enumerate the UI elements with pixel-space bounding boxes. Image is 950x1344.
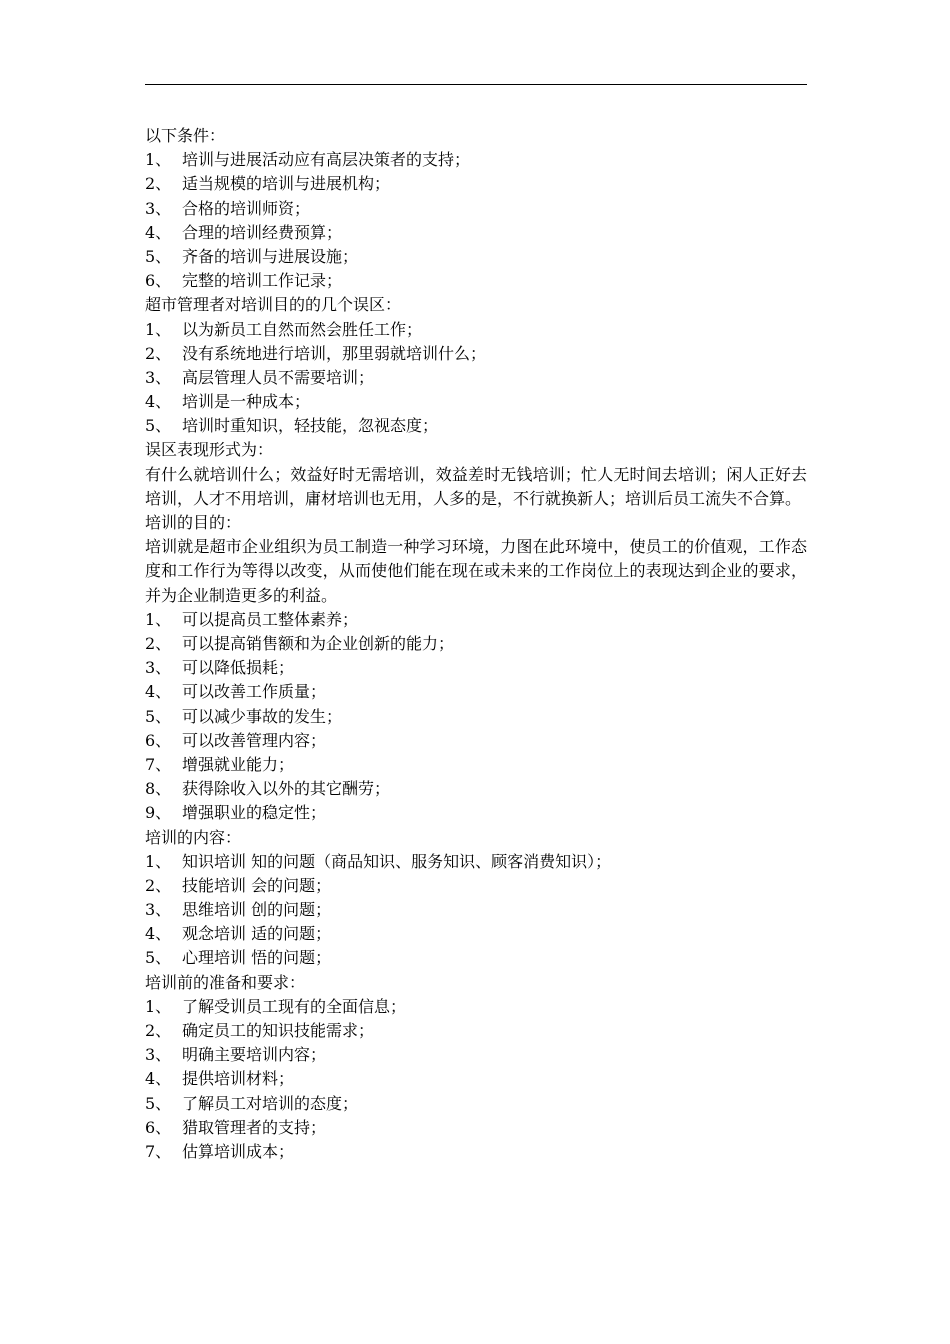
list-item	[145, 414, 807, 438]
list-item-number: 1、	[145, 150, 172, 170]
section-heading: 误区表现形式为：	[145, 440, 274, 460]
list-item-number: 5、	[145, 416, 172, 436]
list-item-number: 5、	[145, 246, 172, 266]
document-body	[145, 124, 807, 1164]
list-item	[145, 632, 807, 656]
list-item-text: 了解受训员工现有的全面信息；	[182, 996, 407, 1016]
list-item-text: 合格的培训师资；	[182, 198, 311, 218]
list-item	[145, 874, 807, 898]
section-heading: 培训前的准备和要求：	[145, 972, 306, 992]
list-item-text: 培训是一种成本；	[182, 392, 311, 412]
list-item-text: 齐备的培训与进展设施；	[182, 246, 359, 266]
list-item-text: 培训时重知识，轻技能，忽视态度；	[182, 416, 439, 436]
list-item	[145, 608, 807, 632]
list-item-number: 4、	[145, 924, 172, 944]
list-item-number: 1、	[145, 609, 172, 629]
list-item-number: 1、	[145, 996, 172, 1016]
list-item-text: 增强就业能力；	[182, 754, 295, 774]
list-item-number: 9、	[145, 803, 172, 823]
list-item	[145, 1116, 807, 1140]
section-heading: 培训的目的：	[145, 513, 242, 533]
list-item-text: 技能培训 会的问题；	[182, 875, 332, 895]
list-item-number: 2、	[145, 1021, 172, 1041]
list-item-text: 提供培训材料；	[182, 1069, 295, 1089]
list-item	[145, 753, 807, 777]
list-item	[145, 148, 807, 172]
list-item-number: 5、	[145, 948, 172, 968]
list-item	[145, 1067, 807, 1091]
list-item-number: 6、	[145, 730, 172, 750]
list-item-text: 没有系统地进行培训，那里弱就培训什么；	[182, 343, 487, 363]
list-item-text: 心理培训 悟的问题；	[182, 948, 332, 968]
list-item	[145, 1019, 807, 1043]
list-item-text: 完整的培训工作记录；	[182, 271, 343, 291]
list-item	[145, 656, 807, 680]
list-item	[145, 850, 807, 874]
list-item-text: 可以提高员工整体素养；	[182, 609, 359, 629]
list-item-number: 1、	[145, 319, 172, 339]
list-item-number: 4、	[145, 392, 172, 412]
paragraph: 培训就是超市企业组织为员工制造一种学习环境，力图在此环境中，使员工的价值观，工作态度和工作行为等得以改变，从而使他们能在现在或未来的工作岗位上的表现达到企业的要求，并为企业制造更多的利益。	[145, 537, 807, 605]
list-item-number: 6、	[145, 271, 172, 291]
list-item-number: 3、	[145, 900, 172, 920]
list-item-number: 7、	[145, 1141, 172, 1161]
list-item	[145, 995, 807, 1019]
list-item	[145, 172, 807, 196]
list-item	[145, 946, 807, 970]
list-item-number: 3、	[145, 658, 172, 678]
list-item	[145, 197, 807, 221]
list-item-number: 1、	[145, 851, 172, 871]
list-item	[145, 898, 807, 922]
list-item-text: 思维培训 创的问题；	[182, 900, 332, 920]
list-item-text: 观念培训 适的问题；	[182, 924, 332, 944]
list-item-text: 适当规模的培训与进展机构；	[182, 174, 391, 194]
list-item-text: 可以提高销售额和为企业创新的能力；	[182, 634, 455, 654]
section-heading: 超市管理者对培训目的的几个误区：	[145, 295, 402, 315]
list-item-number: 3、	[145, 1045, 172, 1065]
list-item-text: 可以降低损耗；	[182, 658, 295, 678]
list-item-text: 可以改善工作质量；	[182, 682, 327, 702]
list-item	[145, 777, 807, 801]
list-item-number: 3、	[145, 367, 172, 387]
list-item-number: 3、	[145, 198, 172, 218]
list-item-number: 4、	[145, 682, 172, 702]
list-item	[145, 342, 807, 366]
list-item-text: 猎取管理者的支持；	[182, 1117, 327, 1137]
list-item-text: 知识培训 知的问题（商品知识、服务知识、顾客消费知识）；	[182, 851, 612, 871]
list-item-number: 7、	[145, 754, 172, 774]
list-item-text: 可以改善管理内容；	[182, 730, 327, 750]
list-item	[145, 221, 807, 245]
list-item-text: 获得除收入以外的其它酬劳；	[182, 779, 391, 799]
section-heading: 以下条件：	[145, 126, 226, 145]
list-item-text: 增强职业的稳定性；	[182, 803, 327, 823]
list-item-text: 确定员工的知识技能需求；	[182, 1021, 375, 1041]
list-item-text: 可以减少事故的发生；	[182, 706, 343, 726]
list-item-number: 2、	[145, 174, 172, 194]
list-item-number: 4、	[145, 222, 172, 242]
list-item-number: 6、	[145, 1117, 172, 1137]
list-item	[145, 680, 807, 704]
list-item-number: 8、	[145, 779, 172, 799]
list-item-number: 2、	[145, 634, 172, 654]
list-item	[145, 922, 807, 946]
list-item-number: 4、	[145, 1069, 172, 1089]
list-item	[145, 245, 807, 269]
list-item-text: 高层管理人员不需要培训；	[182, 367, 375, 387]
list-item	[145, 1043, 807, 1067]
list-item	[145, 729, 807, 753]
list-item-number: 5、	[145, 1093, 172, 1113]
list-item-number: 2、	[145, 875, 172, 895]
list-item	[145, 705, 807, 729]
list-item	[145, 269, 807, 293]
list-item-text: 培训与进展活动应有高层决策者的支持；	[182, 150, 471, 170]
list-item	[145, 1092, 807, 1116]
list-item	[145, 366, 807, 390]
section-heading: 培训的内容：	[145, 827, 242, 847]
list-item	[145, 318, 807, 342]
list-item-text: 了解员工对培训的态度；	[182, 1093, 359, 1113]
list-item-text: 以为新员工自然而然会胜任工作；	[182, 319, 423, 339]
header-rule	[145, 84, 807, 85]
list-item-text: 明确主要培训内容；	[182, 1045, 327, 1065]
paragraph: 有什么就培训什么；效益好时无需培训，效益差时无钱培训；忙人无时间去培训；闲人正好去培训，人才不用培训，庸材培训也无用，人多的是，不行就换新人；培训后员工流失不合算。	[145, 464, 807, 508]
list-item-number: 2、	[145, 343, 172, 363]
list-item	[145, 1140, 807, 1164]
list-item	[145, 390, 807, 414]
list-item-number: 5、	[145, 706, 172, 726]
list-item	[145, 801, 807, 825]
list-item-text: 合理的培训经费预算；	[182, 222, 343, 242]
list-item-text: 估算培训成本；	[182, 1141, 295, 1161]
